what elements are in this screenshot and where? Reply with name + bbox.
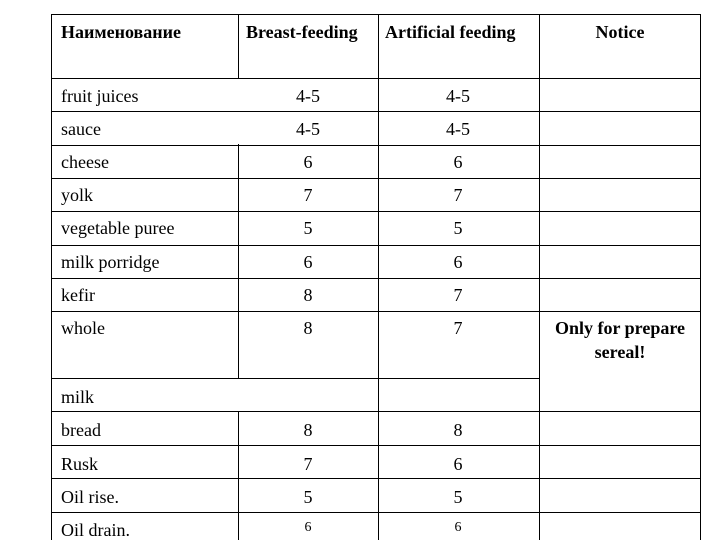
row-artificial-value: 4-5 [446, 86, 470, 106]
row-divider [51, 378, 540, 379]
row-divider [51, 311, 701, 312]
row-breast-value: 5 [303, 487, 313, 507]
merge-gap [238, 378, 239, 411]
row-divider [51, 78, 701, 79]
row-artificial-value: 7 [453, 285, 463, 305]
row-artificial-value: 6 [453, 454, 463, 474]
column-divider-3 [539, 14, 540, 540]
row-breast-value: 4-5 [296, 119, 320, 139]
row-breast-value: 6 [303, 152, 313, 172]
row-name: Oil rise. [61, 487, 119, 507]
row-name: Oil drain. [61, 520, 130, 540]
table-border-right [700, 14, 701, 540]
row-artificial-value: 6 [454, 520, 462, 535]
row-divider [51, 111, 701, 112]
row-name: bread [61, 420, 101, 440]
row-breast-value: 8 [303, 420, 313, 440]
row-divider [51, 278, 701, 279]
row-artificial-value: 7 [453, 185, 463, 205]
row-breast-value: 5 [303, 218, 313, 238]
row-artificial-value: 4-5 [446, 119, 470, 139]
header-name: Наименование [61, 22, 181, 42]
row-artificial-value: 5 [453, 487, 463, 507]
row-breast-value: 8 [303, 285, 313, 305]
row-artificial-value: 6 [453, 252, 463, 272]
row-breast-value: 7 [303, 185, 313, 205]
row-divider [51, 411, 701, 412]
header-artificial-feeding: Artificial feeding [385, 22, 516, 42]
row-name: Rusk [61, 454, 99, 474]
row-divider [51, 478, 701, 479]
row-artificial-value: 7 [453, 318, 463, 338]
row-name: whole [61, 318, 105, 338]
row-divider [51, 512, 701, 513]
row-divider [51, 14, 701, 15]
row-name: milk porridge [61, 252, 160, 272]
row-name: fruit juices [61, 86, 139, 106]
row-breast-value: 7 [303, 454, 313, 474]
row-breast-value: 4-5 [296, 86, 320, 106]
row-divider [51, 245, 701, 246]
row-artificial-value: 5 [453, 218, 463, 238]
row-artificial-value: 8 [453, 420, 463, 440]
row-divider [51, 178, 701, 179]
row-name: sauce [61, 119, 101, 139]
notice-line: Only for prepare [555, 318, 685, 338]
table-border-left [51, 14, 52, 540]
row-artificial-value: 6 [453, 152, 463, 172]
row-name: kefir [61, 285, 95, 305]
row-divider [51, 445, 701, 446]
row-breast-value: 6 [303, 252, 313, 272]
row-divider [51, 145, 701, 146]
row-divider [51, 211, 701, 212]
row-name: yolk [61, 185, 94, 205]
notice-text [541, 316, 699, 364]
header-breast-feeding: Breast-feeding [246, 22, 358, 42]
column-divider-2 [378, 14, 379, 540]
row-breast-value: 8 [303, 318, 313, 338]
row-name: milk [61, 387, 95, 407]
notice-line: sereal! [594, 342, 646, 362]
header-notice: Notice [595, 22, 645, 42]
row-name: cheese [61, 152, 109, 172]
row-name: vegetable puree [61, 218, 175, 238]
row-breast-value: 6 [304, 520, 312, 535]
